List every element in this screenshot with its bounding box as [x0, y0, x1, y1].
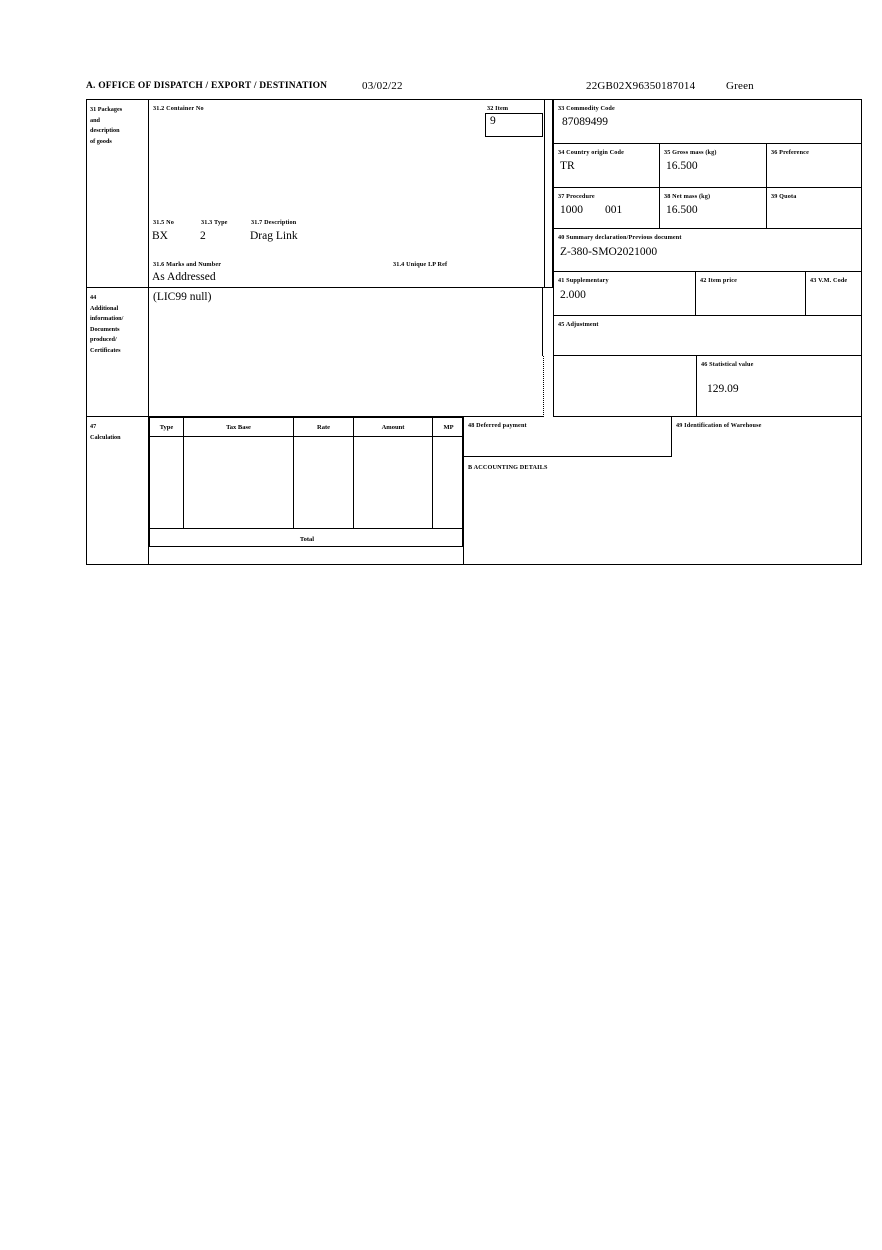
box-37-label: 37 Procedure [558, 193, 595, 200]
box-35-label: 35 Gross mass (kg) [664, 149, 717, 156]
box-47-header-rate-text: Rate [317, 424, 330, 431]
box-34-value: TR [560, 160, 575, 172]
box-32-value-box [485, 113, 543, 137]
box-47-body-col-type [150, 437, 184, 528]
box-47-header-mp-text: MP [443, 424, 454, 431]
box-31-7-value-cell [250, 230, 450, 248]
box-31-7-value: Drag Link [250, 230, 298, 242]
declaration-form-frame [86, 99, 862, 565]
box-47-label-cell [87, 417, 149, 565]
box-31-6-value: As Addressed [152, 271, 216, 283]
box-38-value: 16.500 [666, 204, 698, 216]
box-46-area-left [553, 356, 696, 417]
box-44-label-cell [87, 288, 149, 417]
movement-reference-number: 22GB02X96350187014 [586, 80, 696, 92]
box-47-body-col-mp [433, 437, 463, 528]
routing-lane: Green [726, 80, 754, 92]
box-37-procedure [553, 188, 660, 229]
box-34-country-origin-code [553, 144, 660, 188]
document-header [86, 80, 862, 96]
box-47-col-header-mp [433, 418, 463, 437]
box-31-3-value-cell [200, 230, 250, 248]
box-46-label: 46 Statistical value [701, 361, 754, 368]
box-37-values [558, 201, 659, 217]
box-40-label: 40 Summary declaration/Previous document [558, 234, 682, 241]
box-44-right-edge [535, 288, 543, 356]
box-49-identification-of-warehouse [671, 417, 861, 457]
box-44-label-line-1: Additional [90, 304, 119, 312]
box-38-net-mass [660, 188, 767, 229]
box-49-label: 49 Identification of Warehouse [676, 422, 762, 429]
box-45-label: 45 Adjustment [558, 321, 599, 328]
box-47-total-row [150, 528, 463, 547]
box-44-value: (LIC99 null) [153, 291, 212, 303]
box-b-accounting-details [463, 457, 861, 565]
box-31-6-value-cell [152, 271, 372, 289]
box-38-label: 38 Net mass (kg) [664, 193, 711, 200]
box-45-46-dotted-divider [543, 356, 544, 417]
box-44-label-line-0: 44 [90, 294, 97, 301]
box-44-label-line-3: Documents [90, 325, 120, 333]
box-37-value-1: 1000 [560, 204, 583, 216]
box-31-3-label-text: 31.3 Type [201, 219, 228, 226]
box-37-value-2: 001 [605, 204, 623, 216]
box-31-6-label-text: 31.6 Marks and Number [153, 261, 222, 268]
box-47-body-col-amount [354, 437, 433, 528]
box-47-col-header-amount [354, 418, 433, 437]
box-31-label-line-1: and [90, 116, 100, 124]
box-47-table [149, 417, 463, 547]
box-36-label: 36 Preference [771, 149, 809, 156]
box-44-label-line-5: Certificates [90, 346, 121, 354]
box-41-label: 41 Supplementary [558, 277, 609, 284]
declaration-date: 03/02/22 [362, 80, 403, 92]
box-48-label: 48 Deferred payment [468, 422, 527, 429]
box-47-header-tax-base-text: Tax Base [226, 424, 251, 431]
box-47-header-amount-text: Amount [381, 424, 405, 431]
box-47-total-label: Total [299, 536, 315, 543]
box-44-label-line-4: produced/ [90, 336, 117, 343]
box-31-5-value: BX [152, 230, 168, 242]
box-46-statistical-value [696, 356, 861, 417]
box-47-col-header-rate [294, 418, 354, 437]
box-41-supplementary [553, 272, 696, 316]
box-31-4-value-cell [393, 271, 543, 289]
box-44-label-line-2: information/ [90, 315, 124, 322]
box-36-preference [767, 144, 861, 188]
box-31-label-line-2: description [90, 127, 120, 134]
box-42-item-price [696, 272, 806, 316]
box-33-commodity-code [553, 100, 861, 144]
box-31-5-label [153, 218, 201, 230]
box-31-7-label [251, 218, 361, 230]
box-47-col-header-tax-base [184, 418, 294, 437]
box-31-7-label-text: 31.7 Description [251, 219, 297, 226]
box-47-body-col-tax-base [184, 437, 294, 528]
box-48-deferred-payment [463, 417, 671, 457]
box-47-col-header-type [150, 418, 184, 437]
box-31-3-value: 2 [200, 230, 206, 242]
box-47-label-line-0: 47 [90, 423, 97, 430]
box-47-body-col-rate [294, 437, 354, 528]
box-39-quota [767, 188, 861, 229]
box-45-adjustment [553, 316, 861, 356]
box-31-2-label: 31.2 Container No [153, 105, 204, 112]
box-31-label-line-0: 31 Packages [90, 106, 123, 113]
box-34-label: 34 Country origin Code [558, 149, 625, 156]
box-31-5-label-text: 31.5 No [153, 219, 174, 226]
box-35-value: 16.500 [666, 160, 698, 172]
box-44-content [149, 288, 543, 417]
box-39-label: 39 Quota [771, 193, 797, 200]
box-31-3-label [201, 218, 251, 230]
box-40-summary-declaration [553, 229, 861, 272]
box-43-vm-code [806, 272, 861, 316]
box-32-label-text: 32 Item [487, 105, 509, 112]
office-of-dispatch-label: A. OFFICE OF DISPATCH / EXPORT / DESTINATION [86, 81, 328, 91]
box-42-label: 42 Item price [700, 277, 737, 284]
box-31-5-value-cell [152, 230, 202, 248]
box-35-gross-mass [660, 144, 767, 188]
box-33-label: 33 Commodity Code [558, 105, 615, 112]
box-43-label: 43 V.M. Code [810, 277, 848, 284]
box-47-label-line-1: Calculation [90, 433, 121, 441]
box-41-value: 2.000 [560, 289, 586, 301]
box-33-value: 87089499 [562, 116, 608, 128]
box-46-value: 129.09 [707, 383, 739, 395]
box-b-label: B ACCOUNTING DETAILS [468, 464, 548, 471]
box-32-value: 9 [490, 115, 496, 127]
box-31-label-cell [87, 100, 149, 288]
box-40-value: Z-380-SMO2021000 [560, 246, 658, 258]
box-31-label-line-3: of goods [90, 137, 112, 145]
box-47-header-type-text: Type [159, 424, 174, 431]
box-31-4-label-text: 31.4 Unique I.P Ref [393, 261, 448, 268]
